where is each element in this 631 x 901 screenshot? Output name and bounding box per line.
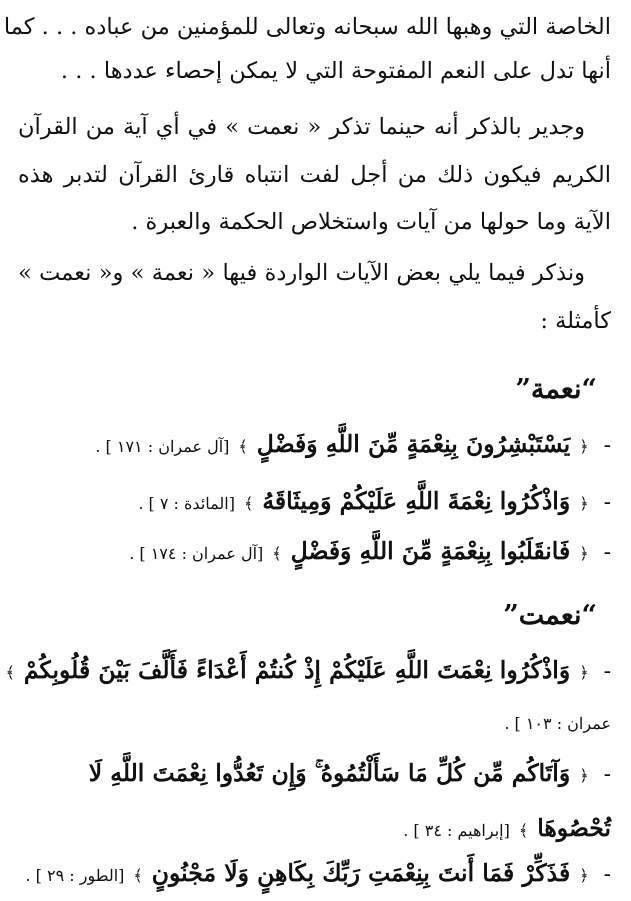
paragraph-line: ونذكر فيما يلي بعض الآيات الواردة فيها « نعمة » و« نعمت » [18,260,585,286]
ornate-bracket-open: ﴿ [579,437,589,456]
paragraph-line: الخاصة التي وهبها الله سبحانه وتعالى للمؤمنين من عباده . . . كما [3,14,611,40]
verse-text: تُحْصُوهَا [537,814,611,842]
paragraph-line: الكريم فيكون ذلك من أجل لفت انتباه قارئ القرآن لتدبر هذه [18,162,611,188]
list-dash: - [603,490,611,515]
section-heading: “نعمت” [503,600,597,631]
verse-item [18,533,611,571]
ornate-bracket-close: ﴾ [272,544,282,563]
paragraph-line: وجدير بالذكر أنه حينما تذكر « نعمت » في أي آية من القرآن [18,114,585,140]
verse-item [18,755,611,793]
verse-reference: [آل عمران : ١٧٤ ] . [129,544,264,563]
paragraph-line: كأمثلة : [540,308,611,334]
list-dash: - [603,862,611,887]
ornate-bracket-open: ﴿ [579,766,589,785]
section-heading: “نعمة” [515,374,597,405]
ornate-bracket-close: ﴾ [133,866,143,885]
ornate-bracket-close: ﴾ [243,494,254,513]
ornate-bracket-close: ﴾ [5,663,15,682]
verse-continuation [18,810,611,848]
verse-item [18,483,611,521]
list-dash: - [603,659,611,684]
verse-item [18,855,611,893]
verse-reference: [آل عمران : ١٧١ ] . [95,437,230,456]
verse-reference: [الطور : ٢٩ ] . [25,866,125,885]
ornate-bracket-close: ﴾ [238,437,248,456]
verse-text: وَاذْكُرُوا نِعْمَةَ اللَّهِ عَلَيْكُمْ وَمِيثَاقَهُ [262,487,571,515]
verse-text: وَاذْكُرُوا نِعْمَتَ اللَّهِ عَلَيْكُمْ إِذْ كُنتُمْ أَعْدَاءً فَأَلَّفَ بَيْنَ قُلُوبِكُمْ [23,656,571,684]
verse-item [5,652,611,690]
ornate-bracket-open: ﴿ [579,866,589,885]
ornate-bracket-open: ﴿ [579,663,589,682]
verse-continuation [18,705,611,743]
paragraph-line: الآية وما حولها من آيات واستخلاص الحكمة والعبرة . [131,209,611,235]
verse-item [18,426,611,464]
ornate-bracket-close: ﴾ [518,821,529,840]
verse-text: فَانقَلَبُوا بِنِعْمَةٍ مِّنَ اللَّهِ وَفَضْلٍ [290,537,571,565]
verse-reference: [المائدة : ٧ ] . [138,494,235,513]
list-dash: - [603,540,611,565]
ornate-bracket-open: ﴿ [579,544,589,563]
list-dash: - [603,762,611,787]
list-dash: - [603,433,611,458]
verse-text: يَسْتَبْشِرُونَ بِنِعْمَةٍ مِّنَ اللَّهِ وَفَضْلٍ [256,430,571,458]
verse-text: فَذَكِّرْ فَمَا أَنتَ بِنِعْمَتِ رَبِّكَ بِكَاهِنٍ وَلَا مَجْنُونٍ [151,859,571,887]
ornate-bracket-open: ﴿ [579,494,589,513]
paragraph-line: أنها تدل على النعم المفتوحة التي لا يمكن إحصاء عددها . . . [60,58,611,84]
verse-text: وَآتَاكُم مِّن كُلِّ مَا سَأَلْتُمُوهُ ۚ وَإِن تَعُدُّوا نِعْمَتَ اللَّهِ لَا [88,759,571,787]
verse-reference: عمران : ١٠٣ ] . [504,714,611,733]
verse-reference: [إبراهيم : ٣٤ ] . [403,821,510,840]
